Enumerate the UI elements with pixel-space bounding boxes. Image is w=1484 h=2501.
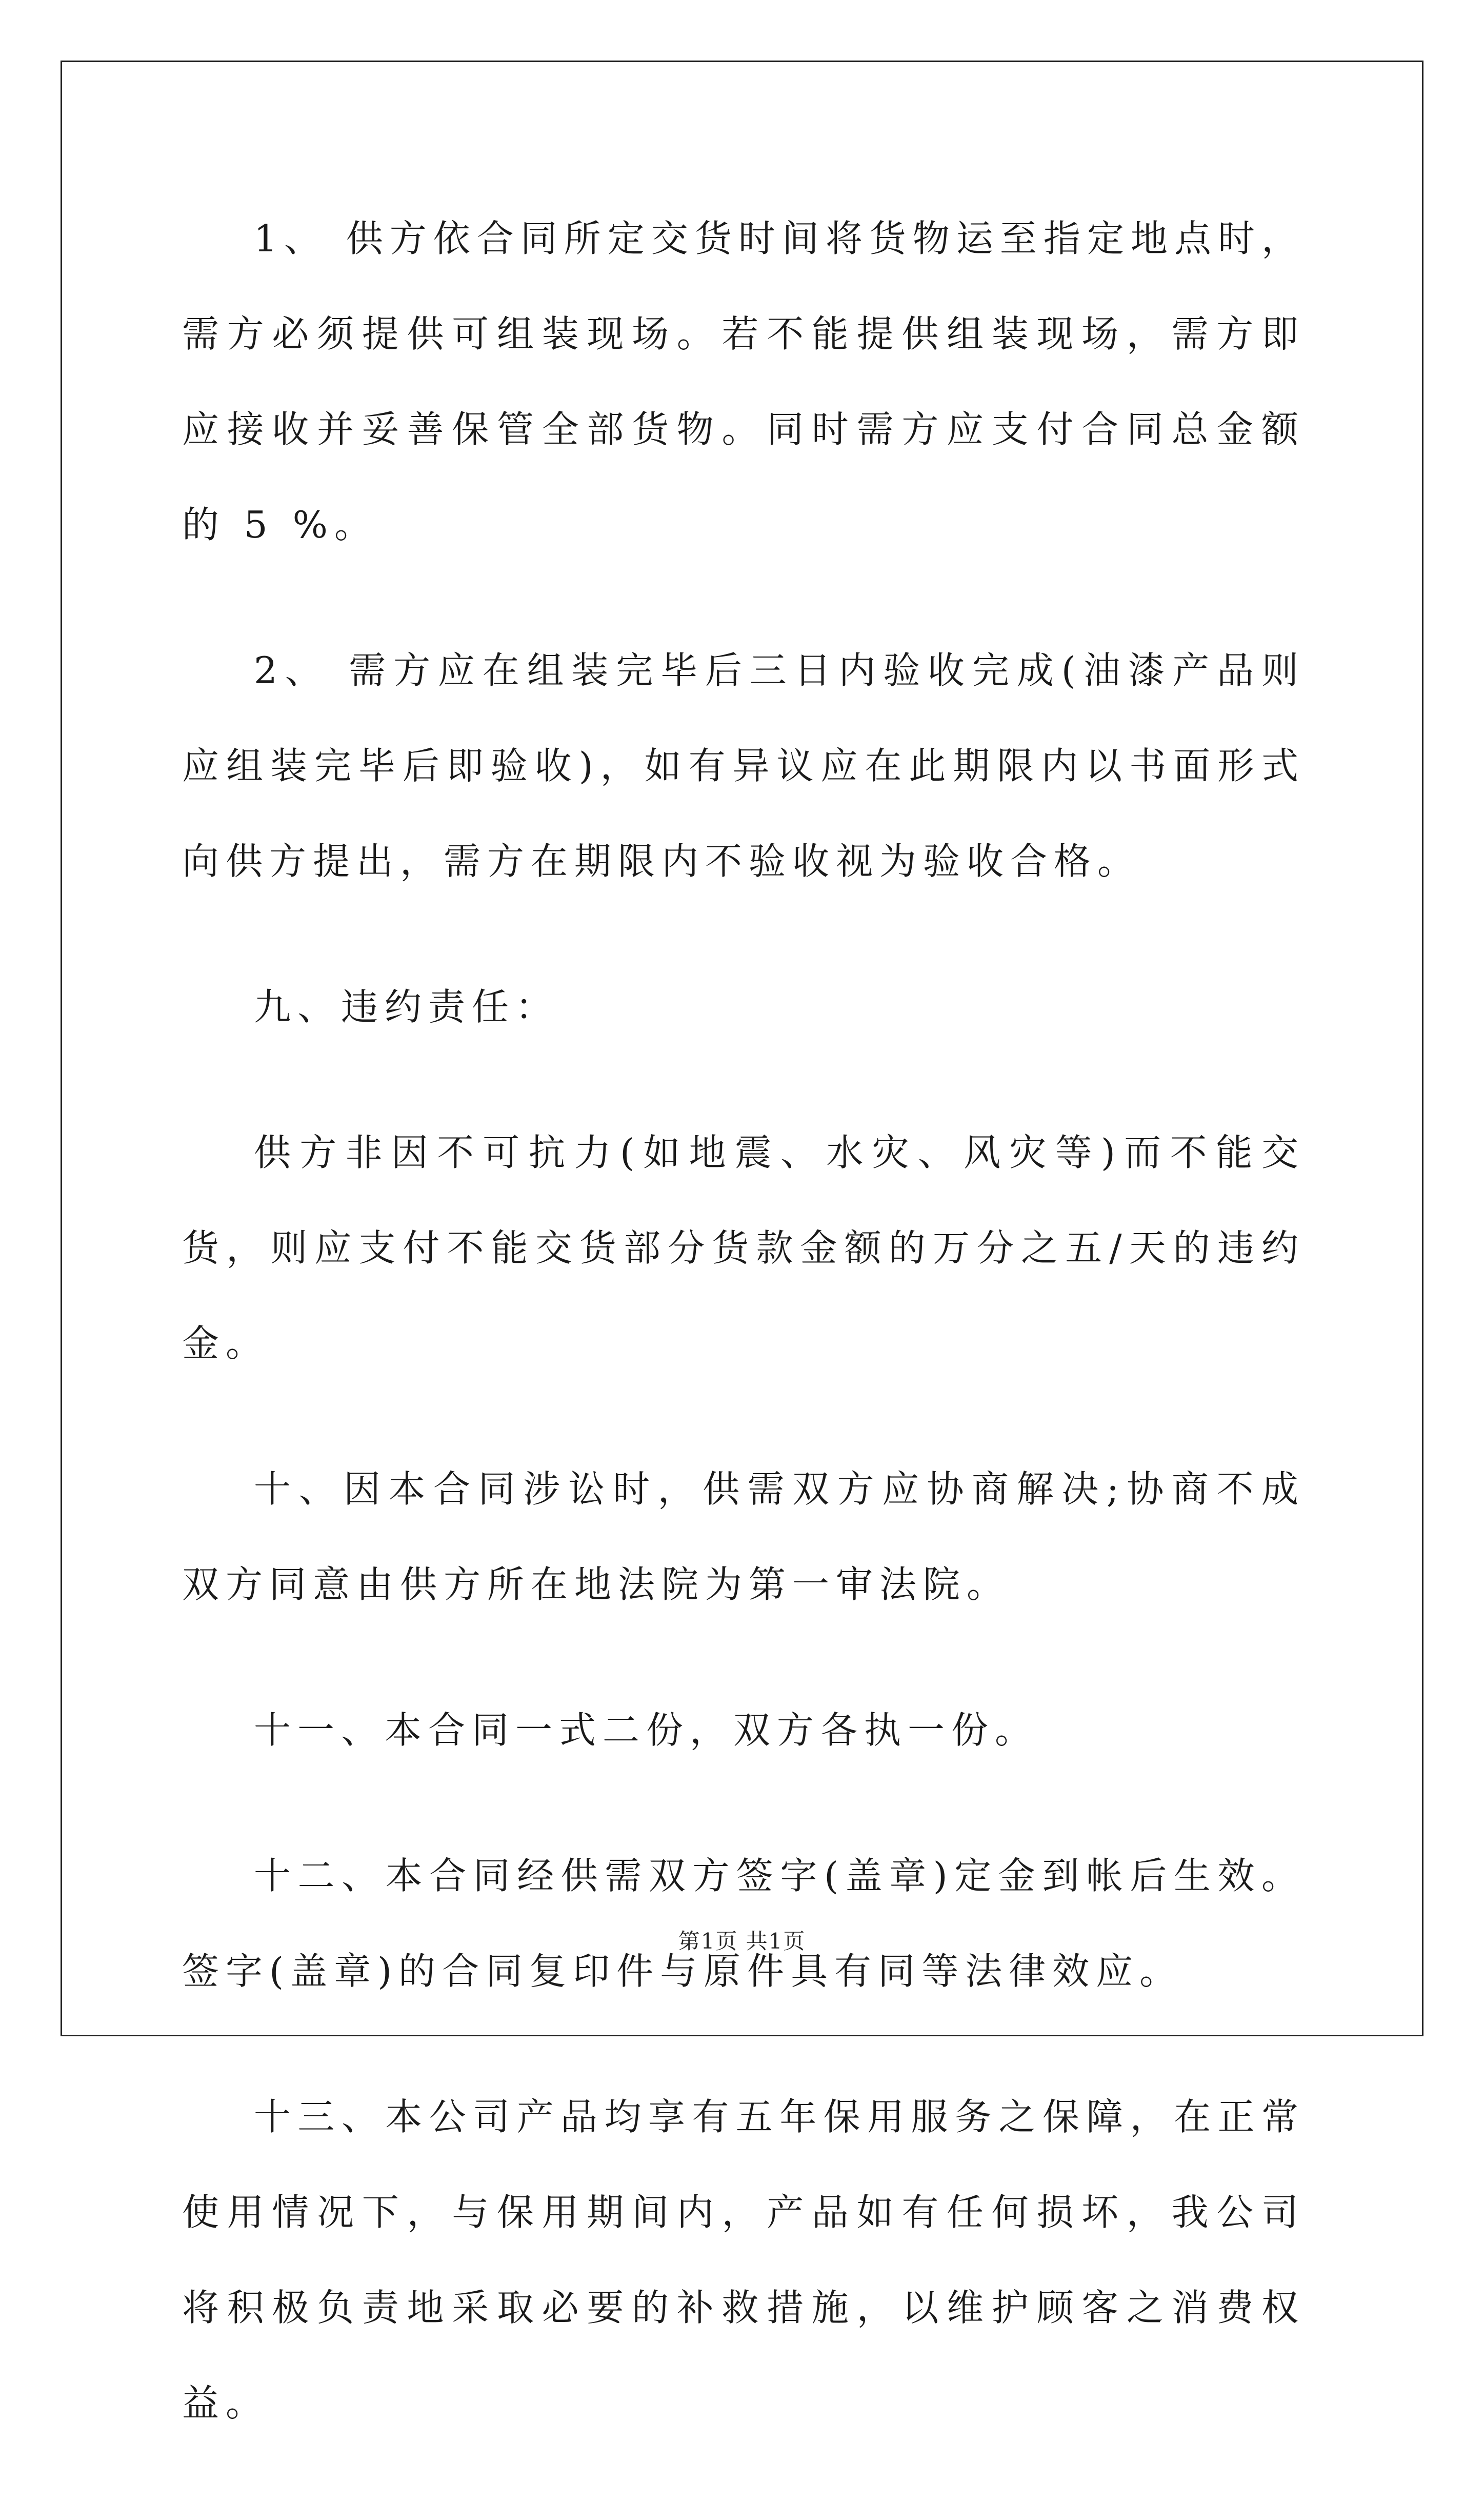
paragraph-clause-8-2: 2、 需方应在组装完毕后三日内验收完成(油漆产品则应组装完毕后即验收)，如有异议应在此期限内以书面形式向供方提出，需方在期限内不验收视为验收合格。: [182, 649, 1305, 883]
page-number-footer: 第1页 共1页: [678, 1929, 806, 1954]
paragraph-clause-10: 十、因本合同涉讼时，供需双方应协商解决;协商不成双方同意由供方所在地法院为第一审法院。: [182, 1467, 1305, 1606]
document-body: [182, 191, 1305, 2501]
paragraph-clause-12: 十二、本合同经供需双方签字(盖章)定金到帐后生效。签字(盖章)的合同复印件与原件具有同等法律效应。: [182, 1854, 1305, 1993]
heading-clause-9: 九、违约责任：: [254, 985, 559, 1028]
paragraph-clause-8-1: 1、 供方依合同所定交货时间将货物运至指定地点时，需方必须提供可组装现场。若不能提供组装现场，需方即应接收并妥善保管全部货物。同时需方应支付合同总金额的 5 %。: [182, 217, 1305, 546]
paragraph-clause-11: 十一、本合同一式二份，双方各执一份。: [254, 1709, 1039, 1752]
paragraph-clause-13: 十三、本公司产品均享有五年保用服务之保障，在正常使用情况下，与保用期间内，产品如有任何损坏，我公司将积极负责地采取必要的补救措施，以维护顾客之消费权益。: [182, 2095, 1305, 2425]
paragraph-clause-9-body: 供方非因不可抗力(如地震、水灾、风灾等)而不能交货，则应支付不能交货部分货款金额的万分之五/天的违约金。: [182, 1131, 1305, 1365]
